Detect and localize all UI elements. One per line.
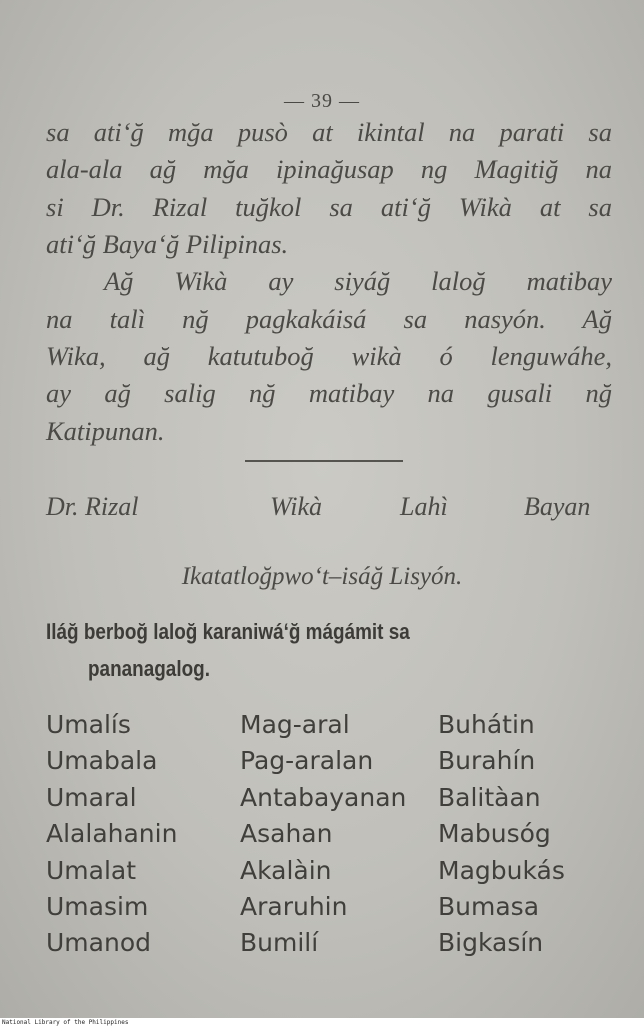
section-divider xyxy=(245,460,403,462)
paragraph-2-line-2: na talì nğ pagkakáisá sa nasyón. Ağ xyxy=(46,304,612,334)
library-credit: National Library of the Philippines xyxy=(2,1019,129,1026)
word-item: Akalàin xyxy=(240,855,332,885)
topic-rizal: Dr. Rizal xyxy=(46,492,139,521)
instruction-line-2: pananagalog. xyxy=(88,656,210,681)
word-item: Bigkasín xyxy=(438,928,544,958)
word-item: Bumilí xyxy=(240,928,319,958)
page-number: — 39 — xyxy=(284,90,360,112)
paragraph-2-line-4: ay ağ salig nğ matibay na gusali nğ xyxy=(46,378,612,408)
paragraph-2-line-3: Wika, ağ katutuboğ wikà ó lenguwáhe, xyxy=(46,341,612,371)
paragraph-2-line-5: Katipunan. xyxy=(46,416,165,446)
word-item: Asahan xyxy=(240,819,333,849)
paragraph-1-line-1: sa ati‘ğ mğa pusò at ikintal na parati sa xyxy=(46,117,612,147)
word-item: Bumasa xyxy=(438,892,540,922)
word-item: Magbukás xyxy=(438,855,565,885)
word-item: Pag-aralan xyxy=(240,746,374,776)
word-item: Umalat xyxy=(46,855,137,885)
word-item: Umanod xyxy=(46,928,151,958)
word-item: Araruhin xyxy=(240,892,348,922)
word-item: Antabayanan xyxy=(240,782,407,812)
word-column-3 xyxy=(438,707,565,962)
paragraph-1-line-3: si Dr. Rizal tuğkol sa ati‘ğ Wikà at sa xyxy=(46,192,612,222)
word-item: Burahín xyxy=(438,746,536,776)
word-item: Umabala xyxy=(46,746,158,776)
word-item: Mag-aral xyxy=(240,710,350,739)
paragraph-1-line-4: ati‘ğ Baya‘ğ Pilipinas. xyxy=(46,229,289,259)
topic-lahi: Lahì xyxy=(400,492,448,521)
lesson-title: Ikatatloğpwo‘t–isáğ Lisyón. xyxy=(181,563,463,590)
word-column-1 xyxy=(46,707,177,962)
word-item: Balitàan xyxy=(438,782,541,812)
word-item: Mabusóg xyxy=(438,819,551,849)
paragraph-2-line-1: Ağ Wikà ay siyáğ laloğ matibay xyxy=(104,266,612,296)
word-item: Umalís xyxy=(46,710,131,739)
word-item: Buhátin xyxy=(438,710,535,739)
instruction-line-1: Iláğ berboğ laloğ karaniwá‘ğ mágámit sa xyxy=(46,619,410,644)
word-item: Umasim xyxy=(46,892,149,922)
word-item: Umaral xyxy=(46,782,137,812)
word-item: Alalahanin xyxy=(46,819,178,849)
topic-wika: Wikà xyxy=(270,492,322,521)
word-column-2 xyxy=(240,707,406,962)
paragraph-1-line-2: ala-ala ağ mğa ipinağusap ng Magitiğ na xyxy=(46,154,612,184)
topic-bayan: Bayan xyxy=(524,492,591,521)
